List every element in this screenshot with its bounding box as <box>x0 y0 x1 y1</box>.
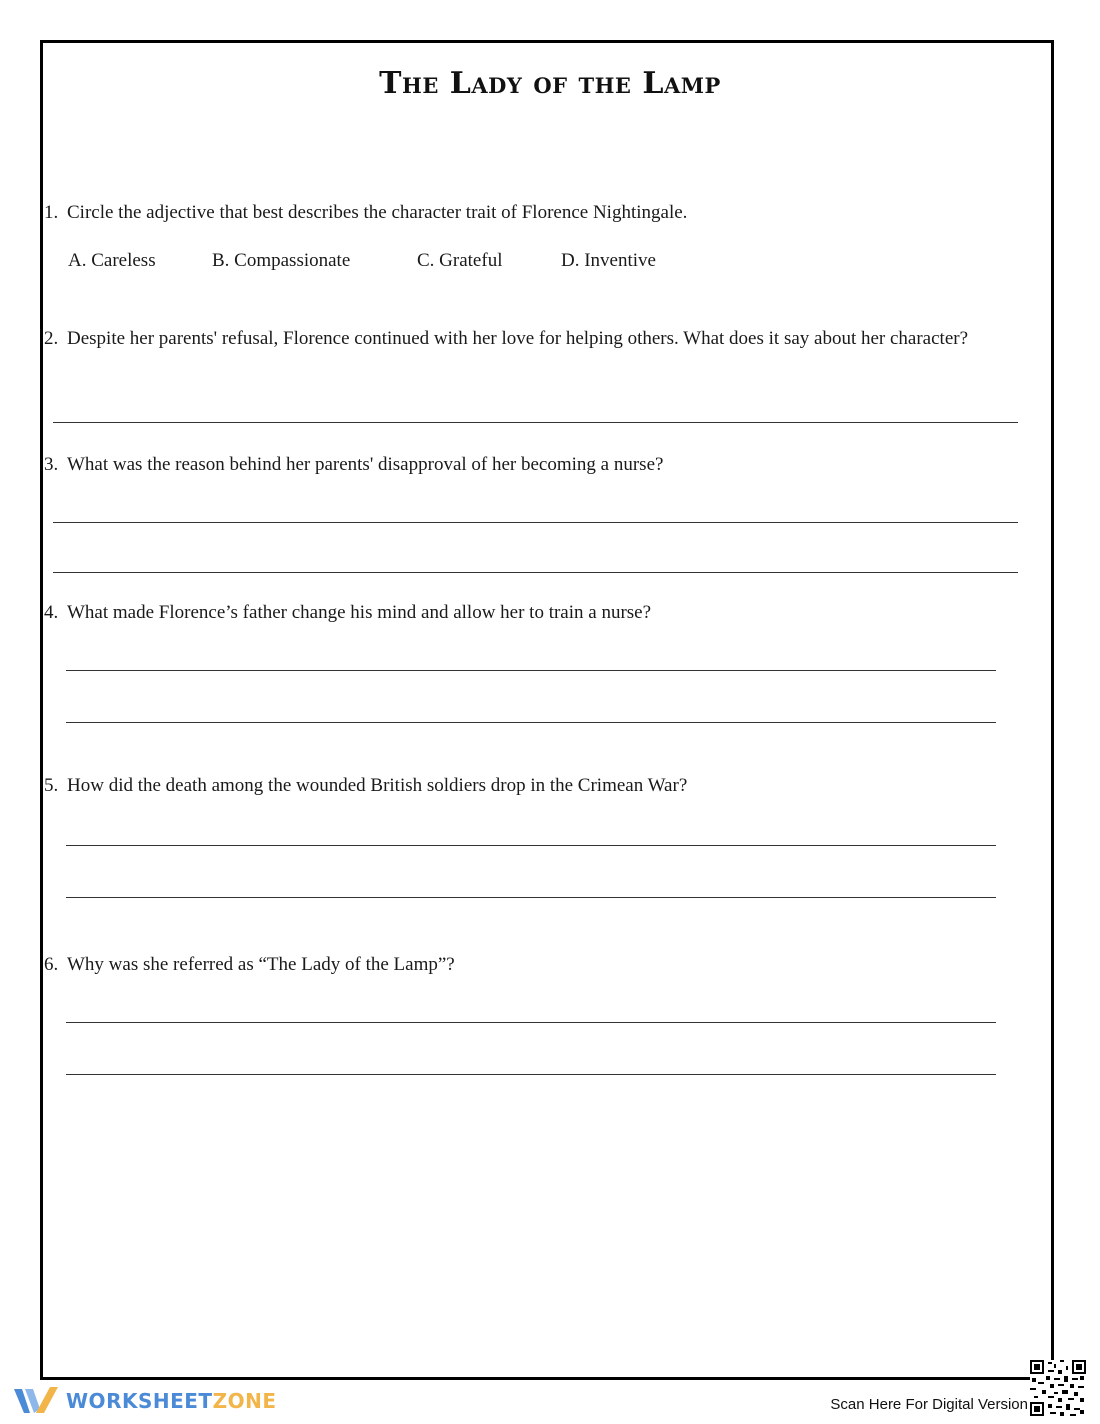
page-title: The Lady of the Lamp <box>379 66 721 101</box>
question-number: 5. <box>44 775 59 796</box>
answer-line[interactable] <box>66 845 996 846</box>
question-2 <box>44 326 1004 351</box>
question-text: What made Florence’s father change his mind and allow her to train a nurse? <box>67 602 652 623</box>
question-text: Despite her parents' refusal, Florence continued with her love for helping others. What does it say about her character? <box>67 328 969 349</box>
option-c[interactable]: C. Grateful <box>417 250 503 271</box>
question-number: 3. <box>44 454 59 475</box>
qr-code-icon[interactable] <box>1030 1360 1086 1416</box>
scan-caption: Scan Here For Digital Version <box>830 1396 1028 1413</box>
answer-line[interactable] <box>53 422 1018 423</box>
question-text: Circle the adjective that best describes the character trait of Florence Nightingale. <box>67 202 688 223</box>
brand-name: WORKSHEETZONE <box>66 1389 277 1413</box>
question-number: 4. <box>44 602 59 623</box>
answer-line[interactable] <box>66 722 996 723</box>
question-4 <box>44 600 1004 625</box>
question-text: How did the death among the wounded British soldiers drop in the Crimean War? <box>67 775 688 796</box>
option-d[interactable]: D. Inventive <box>561 250 656 271</box>
answer-line[interactable] <box>66 670 996 671</box>
question-6 <box>44 952 1004 977</box>
answer-line[interactable] <box>66 1074 996 1075</box>
option-b[interactable]: B. Compassionate <box>212 250 351 271</box>
answer-line[interactable] <box>66 897 996 898</box>
worksheet-frame <box>40 40 1054 1380</box>
answer-line[interactable] <box>53 522 1018 523</box>
question-text: What was the reason behind her parents' disapproval of her becoming a nurse? <box>67 454 664 475</box>
brand-logo <box>14 1385 276 1417</box>
question-text: Why was she referred as “The Lady of the Lamp”? <box>67 954 455 975</box>
answer-line[interactable] <box>53 572 1018 573</box>
answer-line[interactable] <box>66 1022 996 1023</box>
question-number: 6. <box>44 954 59 975</box>
worksheetzone-logo-icon <box>14 1385 60 1417</box>
question-number: 1. <box>44 202 59 223</box>
question-1 <box>44 200 1004 225</box>
option-a[interactable]: A. Careless <box>68 250 156 271</box>
question-3 <box>44 452 1004 477</box>
question-number: 2. <box>44 328 59 349</box>
question-5 <box>44 773 1004 798</box>
